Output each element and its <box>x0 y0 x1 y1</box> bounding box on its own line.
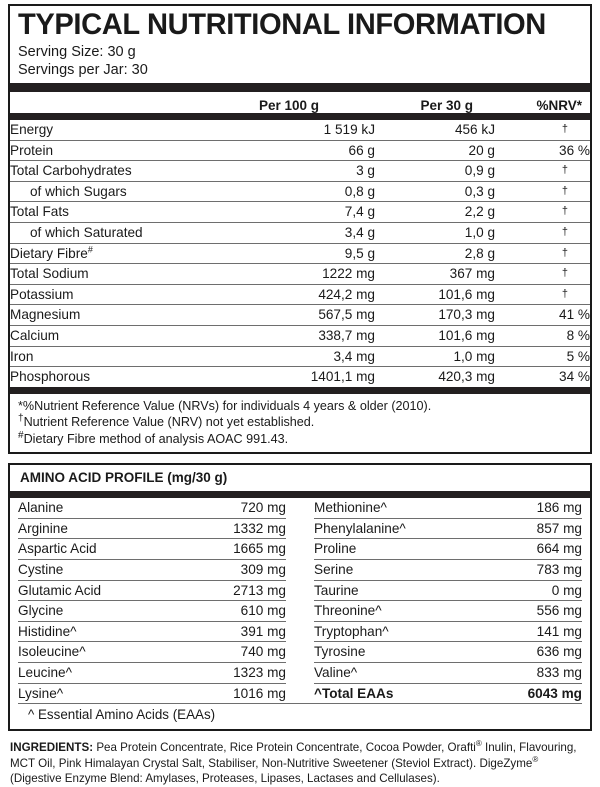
amino-acid-name: Histidine^ <box>18 621 152 642</box>
nutrient-name: of which Sugars <box>10 181 225 202</box>
value-per-30g: 0,3 g <box>375 181 495 202</box>
amino-acid-name: Threonine^ <box>314 601 448 622</box>
table-row <box>18 580 286 601</box>
amino-acid-value: 141 mg <box>448 621 582 642</box>
total-value: 6043 mg <box>448 683 582 703</box>
amino-acid-value: 186 mg <box>536 500 582 516</box>
table-row <box>10 346 590 367</box>
title-block <box>10 6 590 83</box>
value-nrv: 34 % <box>495 367 590 387</box>
value-per-30g: 170,3 mg <box>375 305 495 326</box>
value-nrv: † <box>495 222 590 243</box>
nutrient-name: Total Fats <box>10 202 225 223</box>
footnote-text: %Nutrient Reference Value (NRVs) for individuals 4 years & older (2010). <box>22 398 432 413</box>
value-nrv: † <box>495 284 590 305</box>
table-row <box>314 580 582 601</box>
table-row <box>314 498 582 518</box>
value-per-30g: 456 kJ <box>454 122 495 137</box>
table-row <box>18 560 286 581</box>
amino-acid-name: Proline <box>314 539 448 560</box>
table-row <box>10 161 590 182</box>
value-per-30g: 1,0 mg <box>375 346 495 367</box>
value-per-100g: 3 g <box>225 161 375 182</box>
table-row <box>18 539 286 560</box>
table-row <box>18 518 286 539</box>
amino-acid-name: Methionine^ <box>314 500 387 516</box>
footnote-marker: # <box>18 429 24 441</box>
amino-acid-name: Glutamic Acid <box>18 580 152 601</box>
table-row <box>10 243 590 264</box>
amino-acid-value: 2713 mg <box>152 580 286 601</box>
table-row <box>18 498 286 518</box>
ingredients-block <box>8 731 592 787</box>
nutrient-name: Iron <box>10 346 225 367</box>
value-per-30g: 101,6 mg <box>375 325 495 346</box>
amino-acid-name: Leucine^ <box>18 662 152 683</box>
table-row <box>18 621 286 642</box>
table-row <box>10 264 590 285</box>
value-nrv: 8 % <box>495 325 590 346</box>
amino-acid-footnote: ^ Essential Amino Acids (EAAs) <box>18 703 582 729</box>
amino-acid-value: 740 mg <box>152 642 286 663</box>
value-per-30g: 20 g <box>375 140 495 161</box>
amino-acid-value: 783 mg <box>448 560 582 581</box>
table-row <box>18 642 286 663</box>
value-per-30g: 367 mg <box>375 264 495 285</box>
footnote-text: Dietary Fibre method of analysis AOAC 991.43. <box>23 431 289 446</box>
table-row <box>314 560 582 581</box>
column-header-per-100g: Per 100 g <box>258 98 319 113</box>
value-per-30g: 420,3 mg <box>375 367 495 387</box>
amino-acid-value: 1665 mg <box>152 539 286 560</box>
amino-acid-name: Alanine <box>18 500 64 516</box>
table-row <box>10 367 590 387</box>
amino-acid-right-column <box>300 498 582 703</box>
table-row <box>314 601 582 622</box>
amino-acid-name: Tyrosine <box>314 642 448 663</box>
table-row <box>18 683 286 703</box>
registered-trademark-icon-1: ® <box>475 739 482 749</box>
total-label: ^Total EAAs <box>314 683 448 703</box>
footnotes-block <box>10 394 590 453</box>
header-divider-bar-bottom <box>10 113 590 120</box>
amino-acid-value: 0 mg <box>448 580 582 601</box>
nutrition-panel <box>8 4 592 454</box>
amino-acid-table-right <box>314 498 582 703</box>
table-row <box>314 539 582 560</box>
value-per-100g: 338,7 mg <box>225 325 375 346</box>
value-per-100g: 424,2 mg <box>225 284 375 305</box>
amino-acid-value: 1323 mg <box>152 662 286 683</box>
value-per-100g: 0,8 g <box>225 181 375 202</box>
amino-acid-name: Aspartic Acid <box>18 539 152 560</box>
amino-acid-name: Tryptophan^ <box>314 621 448 642</box>
value-per-100g: 1222 mg <box>225 264 375 285</box>
amino-acid-value: 391 mg <box>152 621 286 642</box>
amino-acid-name: Cystine <box>18 560 152 581</box>
nutrient-name: Dietary Fibre# <box>10 243 225 264</box>
value-nrv: † <box>495 181 590 202</box>
amino-acid-divider-bar <box>10 491 590 498</box>
amino-acid-name: Lysine^ <box>18 683 152 703</box>
ingredients-text-1: Pea Protein Concentrate, Rice Protein Concentrate, Cocoa Powder, Orafti <box>93 741 476 755</box>
nutrient-name: Magnesium <box>10 305 225 326</box>
nutrition-table-body <box>10 120 590 387</box>
value-per-30g: 1,0 g <box>375 222 495 243</box>
value-per-30g: 2,8 g <box>375 243 495 264</box>
amino-acid-value: 610 mg <box>152 601 286 622</box>
table-row <box>314 621 582 642</box>
value-nrv: † <box>495 243 590 264</box>
amino-acid-value: 720 mg <box>240 500 286 516</box>
amino-acid-value: 1016 mg <box>152 683 286 703</box>
value-per-100g: 66 g <box>225 140 375 161</box>
nutrient-name: Total Sodium <box>10 264 225 285</box>
nutrition-footer-bar <box>10 387 590 394</box>
amino-acid-name: Glycine <box>18 601 152 622</box>
page-title: TYPICAL NUTRITIONAL INFORMATION <box>18 8 546 41</box>
nutrient-name: Energy <box>10 122 54 137</box>
table-row <box>10 120 590 140</box>
nutrient-name: Potassium <box>10 284 225 305</box>
amino-acid-value: 833 mg <box>448 662 582 683</box>
servings-per-jar-text: Servings per Jar: 30 <box>18 62 148 78</box>
value-nrv: 41 % <box>495 305 590 326</box>
amino-acid-name: Taurine <box>314 580 448 601</box>
header-divider-bar-top <box>10 83 590 92</box>
value-per-100g: 7,4 g <box>225 202 375 223</box>
nutrient-name: of which Saturated <box>10 222 225 243</box>
amino-acid-left-column <box>18 498 300 703</box>
serving-size-text: Serving Size: 30 g <box>18 44 136 60</box>
value-per-100g: 1401,1 mg <box>225 367 375 387</box>
column-header-per-30g: Per 30 g <box>420 98 473 113</box>
amino-acid-table-left <box>18 498 286 703</box>
amino-acid-name: Isoleucine^ <box>18 642 152 663</box>
footnote-line <box>18 414 582 431</box>
amino-acid-name: Arginine <box>18 518 152 539</box>
ingredients-heading: INGREDIENTS: <box>10 741 94 755</box>
table-row <box>18 601 286 622</box>
amino-acid-panel <box>8 463 592 731</box>
value-per-100g: 3,4 g <box>225 222 375 243</box>
value-per-100g: 567,5 mg <box>225 305 375 326</box>
value-nrv: † <box>495 264 590 285</box>
nutrient-name: Calcium <box>10 325 225 346</box>
table-row <box>10 140 590 161</box>
amino-acid-value: 857 mg <box>448 518 582 539</box>
amino-acid-value: 664 mg <box>448 539 582 560</box>
registered-trademark-icon-2: ® <box>532 754 539 764</box>
footnote-line <box>18 398 582 415</box>
footnote-marker: † <box>18 413 24 425</box>
table-row <box>314 662 582 683</box>
amino-acid-value: 1332 mg <box>152 518 286 539</box>
value-nrv: 5 % <box>495 346 590 367</box>
value-nrv: † <box>495 202 590 223</box>
table-row <box>10 222 590 243</box>
amino-acid-name: Phenylalanine^ <box>314 518 448 539</box>
value-per-100g: 3,4 mg <box>225 346 375 367</box>
table-row <box>10 325 590 346</box>
value-nrv: † <box>495 161 590 182</box>
ingredients-text-2: Inulin, Flavouring, MCT Oil, Pink Himalayan Crystal Salt, Stabiliser, Non-Nutritive Sweetener (Steviol Extract). DigeZyme <box>10 741 577 770</box>
amino-acid-columns <box>10 498 590 703</box>
footnote-text: Nutrient Reference Value (NRV) not yet established. <box>23 415 315 430</box>
nutrition-table-header-row <box>10 92 590 113</box>
value-per-30g: 101,6 mg <box>375 284 495 305</box>
nutrient-name: Protein <box>10 140 225 161</box>
table-row <box>10 202 590 223</box>
value-nrv: 36 % <box>495 140 590 161</box>
amino-acid-name: Valine^ <box>314 662 448 683</box>
amino-acid-name: Serine <box>314 560 448 581</box>
footnote-line <box>18 431 582 448</box>
nutrient-name: Phosphorous <box>10 367 225 387</box>
amino-acid-value: 556 mg <box>448 601 582 622</box>
table-row <box>314 518 582 539</box>
total-row <box>314 683 582 703</box>
table-row <box>10 284 590 305</box>
value-per-30g: 0,9 g <box>375 161 495 182</box>
value-nrv: † <box>561 123 568 135</box>
column-header-nrv: %NRV* <box>536 98 582 113</box>
table-row <box>10 305 590 326</box>
value-per-100g: 1 519 kJ <box>323 122 375 137</box>
table-row <box>10 181 590 202</box>
value-per-100g: 9,5 g <box>225 243 375 264</box>
table-row <box>314 642 582 663</box>
column-header-nutrient <box>10 92 225 113</box>
amino-acid-profile-title: AMINO ACID PROFILE (mg/30 g) <box>20 470 228 486</box>
ingredients-text-3: (Digestive Enzyme Blend: Amylases, Proteases, Lipases, Lactases and Cellulases). <box>10 772 440 786</box>
footnote-marker: # <box>87 244 93 255</box>
nutrient-name: Total Carbohydrates <box>10 161 225 182</box>
value-per-30g: 2,2 g <box>375 202 495 223</box>
table-row <box>18 662 286 683</box>
nutrition-table <box>10 92 590 113</box>
amino-acid-value: 309 mg <box>152 560 286 581</box>
amino-acid-value: 636 mg <box>448 642 582 663</box>
footnote-marker: * <box>18 398 23 413</box>
